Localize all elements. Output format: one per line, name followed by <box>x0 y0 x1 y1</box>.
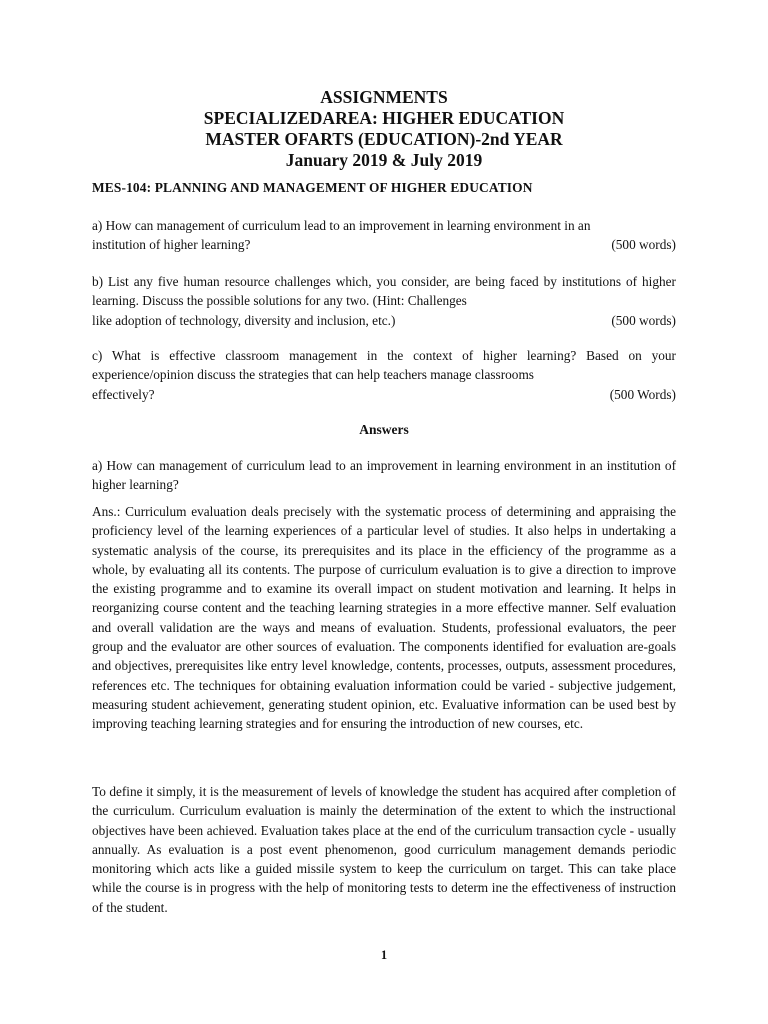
answer-paragraph-2: To define it simply, it is the measurement of levels of knowledge the student has acquired after completion of the curriculum. Curriculum evaluation is mainly the determination of the extent to which the instructional objectives have been achieved. Evaluation takes place at the end of the curriculum transaction cycle - usually annually. As evaluation is a post event phenomenon, good curriculum management demands periodic monitoring which acts like a guided missile system to keep the curriculum on target. This can take place while the course is in progress with the help of monitoring tests to determ ine the effectiveness of instruction of the student. <box>92 784 676 915</box>
question-b-last-row <box>92 311 676 330</box>
question-a-text: a) How can management of curriculum lead to an improvement in learning environment in an <box>92 218 591 233</box>
header-specialized-area: SPECIALIZEDAREA: HIGHER EDUCATION <box>203 108 565 128</box>
question-a <box>92 216 676 255</box>
header-session: January 2019 & July 2019 <box>285 150 483 170</box>
question-b-last-line: like adoption of technology, diversity and inclusion, etc.) <box>92 312 396 328</box>
question-c <box>92 346 676 404</box>
answer-question-a: a) How can management of curriculum lead to an improvement in learning environment in an institution of higher learning? <box>92 458 676 493</box>
question-b-word-limit: (500 words) <box>611 312 676 328</box>
course-title: MES-104: PLANNING AND MANAGEMENT OF HIGHER EDUCATION <box>92 180 533 195</box>
header-assignments: ASSIGNMENTS <box>320 87 448 107</box>
question-c-word-limit: (500 Words) <box>609 386 676 402</box>
question-c-last-row <box>92 385 676 404</box>
answer-paragraph-1: Ans.: Curriculum evaluation deals precisely with the systematic process of determining and appraising the proficiency level of the learning experiences of a particular level of studies. It also helps in undertaking a systematic analysis of the course, its prerequisites and its place in the efficiency of the programme as a whole, by evaluating all its contents. The purpose of curriculum evaluation is to give a direction to improve the existing programme and to examine its overall impact on student motivation and learning. It helps in reorganizing course content and the teaching learning strategies in a more effective manner. Self evaluation and overall validation are the ways and means of evaluation. Students, professional evaluators, the peer group and the evaluator are other sources of evaluation. The components identified for evaluation are-goals and objectives, prerequisites like entry level knowledge, contents, processes, outputs, assessment procedures, references etc. The techniques for obtaining evaluation information could be varied - subjective judgement, measuring student achievement, generating student opinion, etc. Evaluative information can be used best by improving teaching learning strategies and for ensuring the introduction of new courses, etc. <box>92 504 676 732</box>
question-b-text: b) List any five human resource challenges which, you consider, are being faced by institutions of higher learning. Discuss the possible solutions for any two. (Hint: Challenges <box>92 274 676 309</box>
page-number: 1 <box>380 948 388 962</box>
question-a-last-line: institution of higher learning? <box>92 237 251 253</box>
question-b <box>92 272 676 330</box>
question-a-last-row <box>92 235 676 254</box>
header-program: MASTER OFARTS (EDUCATION)-2nd YEAR <box>205 129 563 149</box>
question-a-word-limit: (500 words) <box>611 237 676 253</box>
answers-heading: Answers <box>359 422 409 437</box>
document-header <box>0 87 768 171</box>
question-c-last-line: effectively? <box>92 386 155 402</box>
question-c-text: c) What is effective classroom management in the context of higher learning? Based on your experience/opinion discuss the strategies that can help teachers manage classrooms <box>92 348 676 383</box>
